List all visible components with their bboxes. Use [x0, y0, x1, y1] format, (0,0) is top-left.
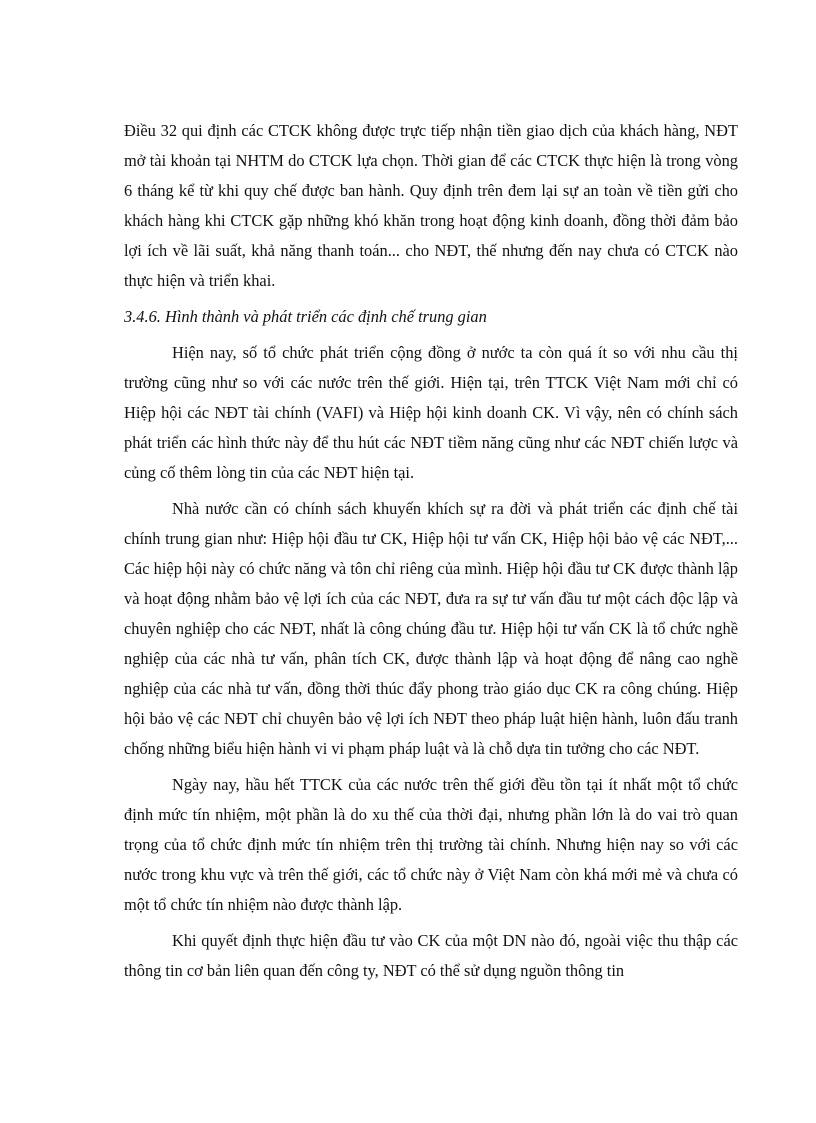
document-page	[124, 116, 738, 992]
section-heading: 3.4.6. Hình thành và phát triển các định chế trung gian	[124, 307, 487, 326]
body-paragraph-2: Nhà nước cần có chính sách khuyến khích sự ra đời và phát triển các định chế tài chính trung gian như: Hiệp hội đầu tư CK, Hiệp hội tư vấn CK, Hiệp hội bảo vệ các NĐT,... Các hiệp hội này có chức năng và tôn chỉ riêng của mình. Hiệp hội đầu tư CK được thành lập và hoạt động nhằm bảo vệ lợi ích của các NĐT, đưa ra sự tư vấn đầu tư một cách độc lập và chuyên nghiệp cho các NĐT, nhất là công chúng đầu tư. Hiệp hội tư vấn CK là tổ chức nghề nghiệp của các nhà tư vấn, phân tích CK, được thành lập và hoạt động để nâng cao nghề nghiệp của các nhà tư vấn, đồng thời thúc đẩy phong trào giáo dục CK ra công chúng. Hiệp hội bảo vệ các NĐT chỉ chuyên bảo vệ lợi ích NĐT theo pháp luật hiện hành, luôn đấu tranh chống những biểu hiện hành vi vi phạm pháp luật và là chỗ dựa tin tưởng cho các NĐT.	[124, 499, 738, 758]
intro-paragraph: Điều 32 qui định các CTCK không được trực tiếp nhận tiền giao dịch của khách hàng, NĐT mở tài khoản tại NHTM do CTCK lựa chọn. Thời gian để các CTCK thực hiện là trong vòng 6 tháng kể từ khi quy chế được ban hành. Quy định trên đem lại sự an toàn về tiền gửi cho khách hàng khi CTCK gặp những khó khăn trong hoạt động kinh doanh, đồng thời đảm bảo lợi ích về lãi suất, khả năng thanh toán... cho NĐT, thế nhưng đến nay chưa có CTCK nào thực hiện và triển khai.	[124, 121, 738, 290]
body-paragraph-1: Hiện nay, số tổ chức phát triển cộng đồng ở nước ta còn quá ít so với nhu cầu thị trường cũng như so với các nước trên thế giới. Hiện tại, trên TTCK Việt Nam mới chỉ có Hiệp hội các NĐT tài chính (VAFI) và Hiệp hội kinh doanh CK. Vì vậy, nên có chính sách phát triển các hình thức này để thu hút các NĐT tiềm năng cũng như các NĐT chiến lược và củng cố thêm lòng tin của các NĐT hiện tại.	[124, 343, 738, 482]
body-paragraph-3: Ngày nay, hầu hết TTCK của các nước trên thế giới đều tồn tại ít nhất một tổ chức định mức tín nhiệm, một phần là do xu thế của thời đại, nhưng phần lớn là do vai trò quan trọng của tổ chức định mức tín nhiệm trên thị trường tài chính. Nhưng hiện nay so với các nước trong khu vực và trên thế giới, các tổ chức này ở Việt Nam còn khá mới mẻ và chưa có một tổ chức tín nhiệm nào được thành lập.	[124, 775, 738, 914]
body-paragraph-4: Khi quyết định thực hiện đầu tư vào CK của một DN nào đó, ngoài việc thu thập các thông tin cơ bản liên quan đến công ty, NĐT có thể sử dụng nguồn thông tin	[124, 931, 738, 980]
